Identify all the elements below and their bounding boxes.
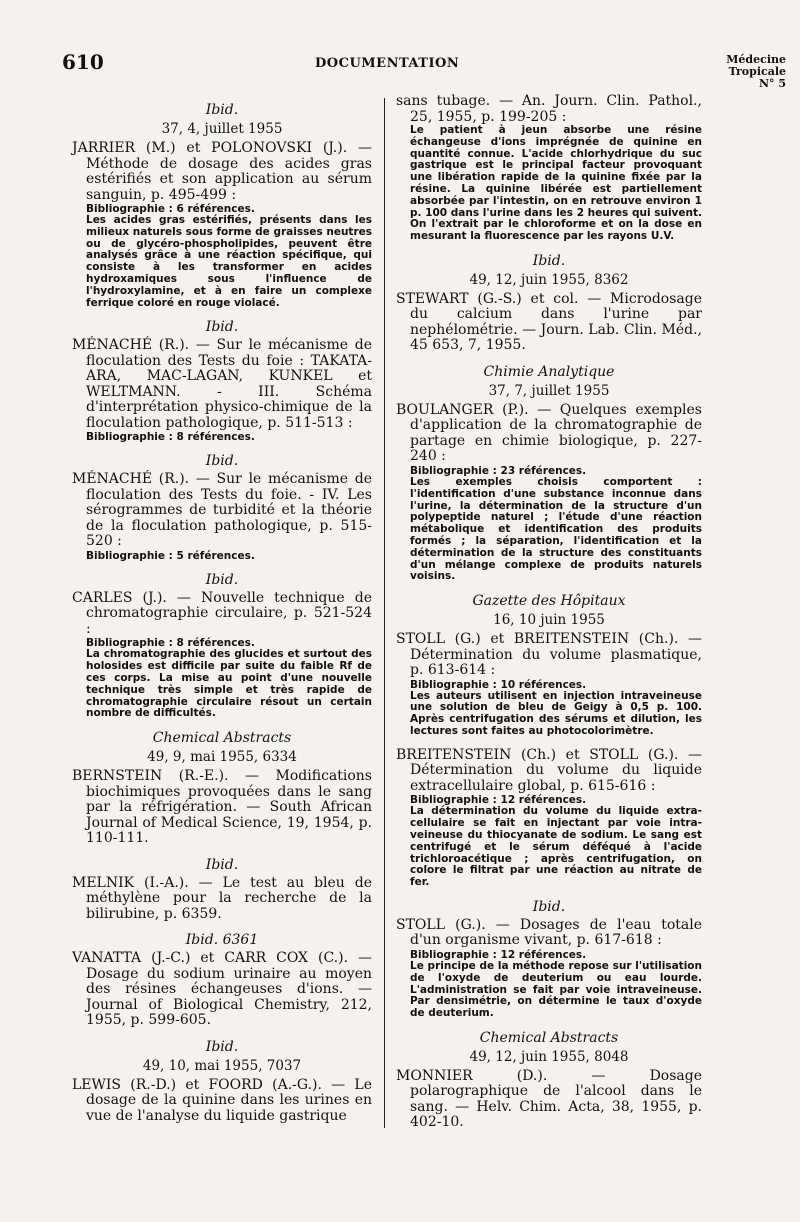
bibliography-entry	[72, 876, 372, 923]
bibliography-entry	[72, 769, 372, 847]
source-section	[396, 593, 702, 889]
source-heading: Ibid.	[205, 856, 239, 873]
citation: BOULANGER (P.). — Quelques exemples d'application de la chromatographie de partage en chimie biologique, p. 227-240 :	[396, 401, 702, 465]
citation: BERNSTEIN (R.-E.). — Modifications biochimiques provoquées dans le sang par la réfrigération. — South African Journal of Medical Science, 19, 1954, p. 110-111.	[72, 768, 372, 847]
source-section	[396, 364, 702, 583]
issue-line: 37, 4, juillet 1955	[161, 121, 283, 137]
source-section	[72, 857, 372, 923]
abstract-text: Les acides gras estérifiés, présents dans les milieux naturels sous forme de graisses neutres ou de glycéro-phospholipides, peuvent être analysés grâce à une réaction spécifique, qui consiste à les transformer en acides hydroxamiques sous l'influence de l'hydroxylamine, et à en faire un complexe ferrique coloré en rouge violacé.	[86, 214, 372, 309]
reference-count: Bibliographie : 6 références.	[86, 203, 255, 215]
bibliography-entry	[396, 1069, 702, 1131]
abstract-text: Les exemples choisis comportent : l'identification d'une substance inconnue dans l'urine, la détermination de la structure d'un polypeptide naturel ; l'étude d'une réaction métabolique et identification des produits formés ; la séparation, l'identification et la détermination de la structure des constituants d'un mélange complexe de produits naturels voisins.	[410, 475, 702, 583]
abstract-text: La détermination du volume du liquide extra-cellulaire se fait en injectant par voie intra-veineuse du thiocyanate de sodium. Le sang est centrifugé et le sérum déféqué à l'acide trichloroacétique ; après centrifugation, on colore le filtrat par une réaction au nitrate de fer.	[410, 805, 702, 889]
source-heading: Chimie Analytique	[483, 363, 615, 380]
source-heading: Ibid.	[205, 453, 239, 470]
bibliography-entry	[72, 141, 372, 309]
bibliography-entry	[72, 591, 372, 720]
left-column	[72, 94, 372, 1134]
citation: MELNIK (I.-A.). — Le test au bleu de méthylène pour la recherche de la bilirubine, p. 6359.	[72, 874, 372, 922]
abstract-text: Les auteurs utilisent en injection intraveineuse une solution de bleu de Geigy à 0,5 p. 100. Après centrifugation des sérums et dilution, les lectures sont faites au photocolorimètre.	[410, 689, 702, 738]
citation: MONNIER (D.). — Dosage polarographique de l'alcool dans le sang. — Helv. Chim. Acta, 38, 1955, p. 402-10.	[396, 1067, 702, 1131]
source-section	[72, 932, 372, 1029]
journal-line: Tropicale	[728, 65, 786, 78]
bibliography-entry	[396, 918, 702, 1020]
citation: BREITENSTEIN (Ch.) et STOLL (G.). — Détermination du volume du liquide extracellulaire global, p. 615-616 :	[396, 746, 702, 794]
reference-count: Bibliographie : 10 références.	[410, 678, 587, 691]
source-section	[72, 102, 372, 309]
citation: JARRIER (M.) et POLONOVSKI (J.). — Méthode de dosage des acides gras estérifiés et son application au sérum sanguin, p. 495-499 :	[72, 140, 372, 203]
source-heading: Ibid.	[205, 1038, 239, 1055]
source-section	[72, 1039, 372, 1125]
bibliography-entry	[72, 338, 372, 443]
source-section	[72, 453, 372, 562]
bibliography-entry	[396, 94, 702, 243]
source-section	[396, 1030, 702, 1131]
column-divider	[384, 98, 385, 1128]
citation: sans tubage. — An. Journ. Clin. Pathol., 25, 1955, p. 199-205 :	[396, 93, 702, 125]
reference-count: Bibliographie : 8 références.	[86, 431, 255, 444]
source-section	[72, 730, 372, 847]
issue-line: 37, 7, juillet 1955	[488, 382, 610, 399]
citation: STOLL (G.) et BREITENSTEIN (Ch.). — Détermination du volume plasmatique, p. 613-614 :	[396, 631, 702, 679]
source-section	[72, 319, 372, 443]
abstract-text: Le patient à jeun absorbe une résine échangeuse d'ions imprégnée de quinine en quantité connue. L'acide chlorhydrique du suc gastrique est le principal facteur provoquant une libération rapide de la quinine fixée par la résine. La quinine libérée est partiellement absorbée par l'intestin, on en retrouve environ 1 p. 100 dans l'urine dans les 2 heures qui suivent. On l'extrait par le chloroforme et on la dose en mesurant la fluorescence par les rayons U.V.	[410, 124, 702, 243]
journal-tag	[696, 54, 786, 90]
reference-count: Bibliographie : 5 références.	[86, 549, 255, 562]
journal-line: Médecine	[726, 53, 786, 66]
citation: STOLL (G.). — Dosages de l'eau totale d'un organisme vivant, p. 617-618 :	[396, 916, 702, 949]
reference-count: Bibliographie : 12 références.	[410, 794, 587, 807]
source-heading: Chemical Abstracts	[479, 1029, 619, 1046]
source-section	[72, 572, 372, 720]
bibliography-entry	[72, 951, 372, 1029]
journal-line: N° 5	[758, 77, 786, 90]
citation: CARLES (J.). — Nouvelle technique de chromatographie circulaire, p. 521-524 :	[72, 589, 372, 637]
running-title: DOCUMENTATION	[315, 56, 460, 71]
issue-line: 49, 12, juin 1955, 8362	[469, 271, 629, 288]
issue-line: 49, 10, mai 1955, 7037	[142, 1057, 302, 1074]
source-section	[396, 899, 702, 1020]
source-heading: Ibid.	[205, 571, 239, 588]
issue-line: 49, 9, mai 1955, 6334	[147, 749, 297, 766]
citation: VANATTA (J.-C.) et CARR COX (C.). — Dosage du sodium urinaire au moyen des résines échangeuses d'ions. — Journal of Biological Chemistry, 212, 1955, p. 599-605.	[72, 950, 372, 1029]
bibliography-entry	[396, 403, 702, 583]
bibliography-entry	[72, 472, 372, 562]
abstract-text: La chromatographie des glucides et surtout des holosides est difficile par suite du faible Rf de ces corps. La mise au point d'une nouvelle technique très simple et très rapide de chromatographie circulaire résout un certain nombre de difficultés.	[86, 648, 372, 720]
right-column	[396, 94, 702, 1141]
abstract-text: Le principe de la méthode repose sur l'utilisation de l'oxyde de deuterium ou eau lourde. L'administration se fait par voie intraveineuse. Par densimétrie, on détermine le taux d'oxyde de deuterium.	[410, 959, 702, 1020]
issue-line: 49, 12, juin 1955, 8048	[469, 1048, 629, 1065]
source-section	[396, 94, 702, 243]
citation: MÉNACHÉ (R.). — Sur le mécanisme de floculation des Tests du foie. - IV. Les sérogrammes de turbidité et la théorie de la floculation pathologique, p. 515-520 :	[72, 471, 372, 550]
source-heading: Ibid.	[205, 319, 239, 336]
source-heading: Gazette des Hôpitaux	[472, 593, 626, 610]
source-heading: Ibid.	[532, 252, 566, 269]
reference-count: Bibliographie : 12 références.	[410, 948, 587, 961]
source-heading: Ibid.	[205, 102, 239, 118]
source-heading: Ibid. 6361	[185, 932, 259, 949]
issue-line: 16, 10 juin 1955	[493, 612, 605, 629]
bibliography-entry	[396, 632, 702, 738]
source-heading: Ibid.	[532, 898, 566, 915]
page-number: 610	[62, 50, 104, 74]
citation: MÉNACHÉ (R.). — Sur le mécanisme de floculation des Tests du foie : TAKATA-ARA, MAC-LAGAN, KUNKEL et WELTMANN. - III. Schéma d'interprétation physico-chimique de la floculation pathologique, p. 511-513 :	[72, 337, 372, 431]
citation: LEWIS (R.-D.) et FOORD (A.-G.). — Le dosage de la quinine dans les urines en vue de l'analyse du liquide gastrique	[72, 1076, 372, 1124]
reference-count: Bibliographie : 23 références.	[410, 464, 587, 477]
source-section	[396, 253, 702, 354]
bibliography-entry	[396, 292, 702, 354]
citation: STEWART (G.-S.) et col. — Microdosage du calcium dans l'urine par nephélométrie. — Journ. Lab. Clin. Méd., 45 653, 7, 1955.	[396, 290, 702, 354]
bibliography-entry	[72, 1078, 372, 1125]
source-heading: Chemical Abstracts	[152, 730, 292, 747]
reference-count: Bibliographie : 8 références.	[86, 637, 255, 650]
bibliography-entry	[396, 748, 702, 889]
